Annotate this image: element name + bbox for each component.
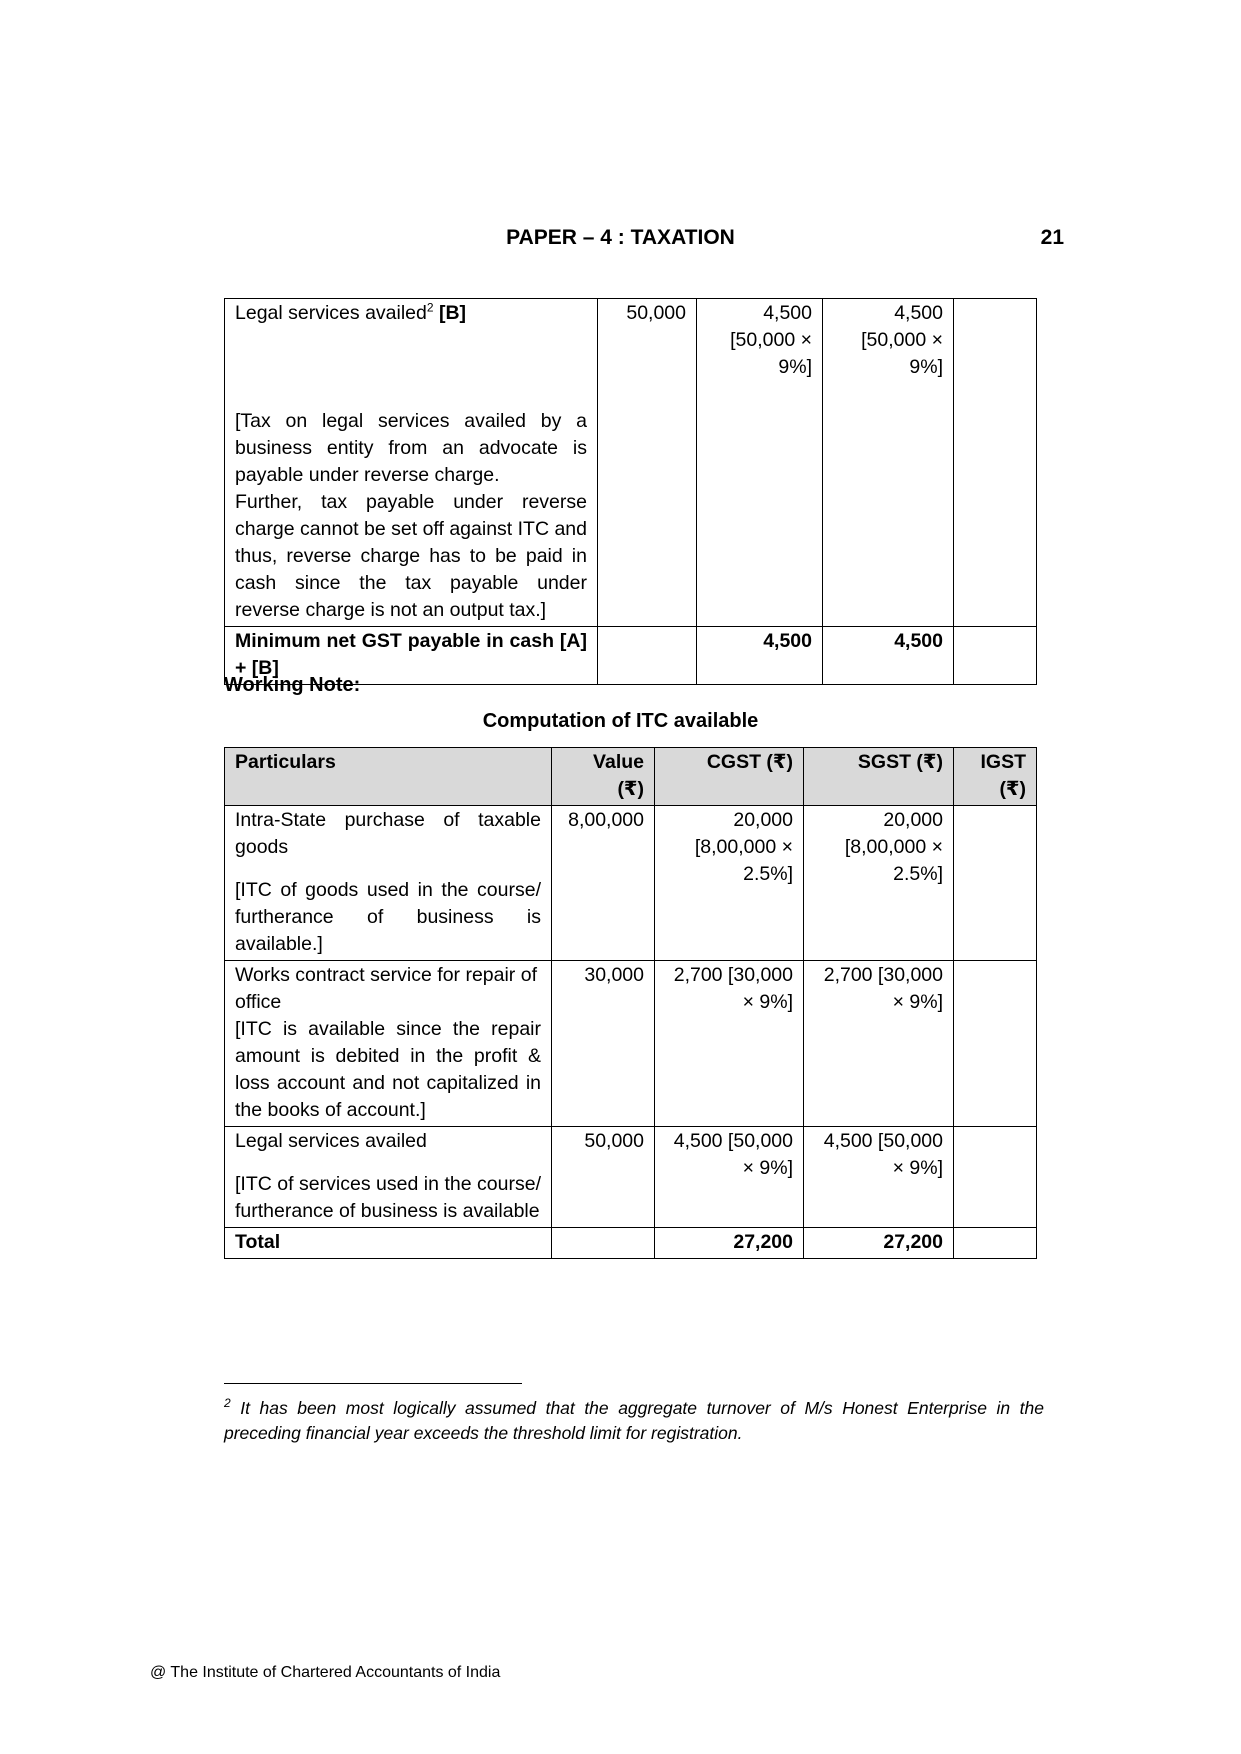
page-number: 21 xyxy=(1040,226,1064,249)
row-label: Minimum net GST payable in cash [A] + [B] xyxy=(225,627,598,685)
cgst-cell: 4,500 xyxy=(697,627,823,685)
row-label: Intra-State purchase of taxable goods xyxy=(235,809,541,858)
header-cgst: CGST (₹) xyxy=(655,748,804,806)
cgst-cell: 2,700 [30,000 × 9%] xyxy=(655,961,804,1127)
particulars-cell xyxy=(225,961,552,1127)
footnote-number: 2 xyxy=(224,1396,231,1411)
particulars-cell xyxy=(225,1127,552,1228)
igst-cell xyxy=(954,1127,1037,1228)
cgst-cell: 4,500 [50,000 × 9%] xyxy=(697,299,823,627)
particulars-cell xyxy=(225,299,598,627)
header-particulars: Particulars xyxy=(225,748,552,806)
sgst-cell: 4,500 [50,000 × 9%] xyxy=(804,1127,954,1228)
sgst-cell: 2,700 [30,000 × 9%] xyxy=(804,961,954,1127)
value-cell: 30,000 xyxy=(552,961,655,1127)
cgst-cell: 27,200 xyxy=(655,1228,804,1259)
table-row xyxy=(225,806,1037,961)
value-cell xyxy=(552,1228,655,1259)
gst-payable-table xyxy=(224,298,1037,685)
sgst-cell: 20,000 [8,00,000 × 2.5%] xyxy=(804,806,954,961)
value-cell: 8,00,000 xyxy=(552,806,655,961)
row-label: Total xyxy=(225,1228,552,1259)
footnote-divider xyxy=(224,1383,522,1384)
row-note-2: Further, tax payable under reverse charge cannot be set off against ITC and thus, reverse charge has to be paid in cash since the tax payable under reverse charge is not an output tax.] xyxy=(235,491,587,621)
cgst-cell: 20,000 [8,00,000 × 2.5%] xyxy=(655,806,804,961)
footnote xyxy=(224,1396,1044,1446)
table-header-row xyxy=(225,748,1037,806)
table-row xyxy=(225,1127,1037,1228)
itc-computation-table xyxy=(224,747,1037,1259)
igst-cell xyxy=(954,1228,1037,1259)
igst-cell xyxy=(954,961,1037,1127)
sgst-cell: 4,500 xyxy=(823,627,954,685)
cgst-cell: 4,500 [50,000 × 9%] xyxy=(655,1127,804,1228)
igst-cell xyxy=(954,627,1037,685)
row-label: Works contract service for repair of office xyxy=(235,964,537,1013)
sgst-cell: 4,500 [50,000 × 9%] xyxy=(823,299,954,627)
table-row xyxy=(225,1228,1037,1259)
row-label: Legal services availed$^2$ [B] xyxy=(235,300,467,324)
table-row xyxy=(225,961,1037,1127)
igst-cell xyxy=(954,299,1037,627)
sgst-cell: 27,200 xyxy=(804,1228,954,1259)
row-note: [ITC of goods used in the course/ furtherance of business is available.] xyxy=(235,879,541,955)
value-cell xyxy=(598,627,697,685)
value-cell: 50,000 xyxy=(552,1127,655,1228)
value-cell: 50,000 xyxy=(598,299,697,627)
header-igst: IGST (₹) xyxy=(954,748,1037,806)
particulars-cell xyxy=(225,806,552,961)
page-title: PAPER – 4 : TAXATION xyxy=(506,226,735,249)
header-value: Value (₹) xyxy=(552,748,655,806)
row-note: [ITC is available since the repair amount is debited in the profit & loss account and not capitalized in the books of account.] xyxy=(235,1018,541,1121)
row-label: Legal services availed xyxy=(235,1130,427,1152)
footnote-text: It has been most logically assumed that the aggregate turnover of M/s Honest Enterprise in the preceding financial year exceeds the threshold limit for registration. xyxy=(224,1398,1044,1443)
page-footer: @ The Institute of Chartered Accountants of India xyxy=(150,1664,501,1681)
computation-title: Computation of ITC available xyxy=(482,710,759,732)
row-note: [Tax on legal services availed by a business entity from an advocate is payable under reverse charge. xyxy=(235,410,587,486)
table-row xyxy=(225,299,1037,627)
igst-cell xyxy=(954,806,1037,961)
row-note: [ITC of services used in the course/ furtherance of business is available xyxy=(235,1173,541,1222)
footnote-marker: 2 xyxy=(426,300,434,315)
header-sgst: SGST (₹) xyxy=(804,748,954,806)
working-note-heading: Working Note: xyxy=(224,674,361,696)
